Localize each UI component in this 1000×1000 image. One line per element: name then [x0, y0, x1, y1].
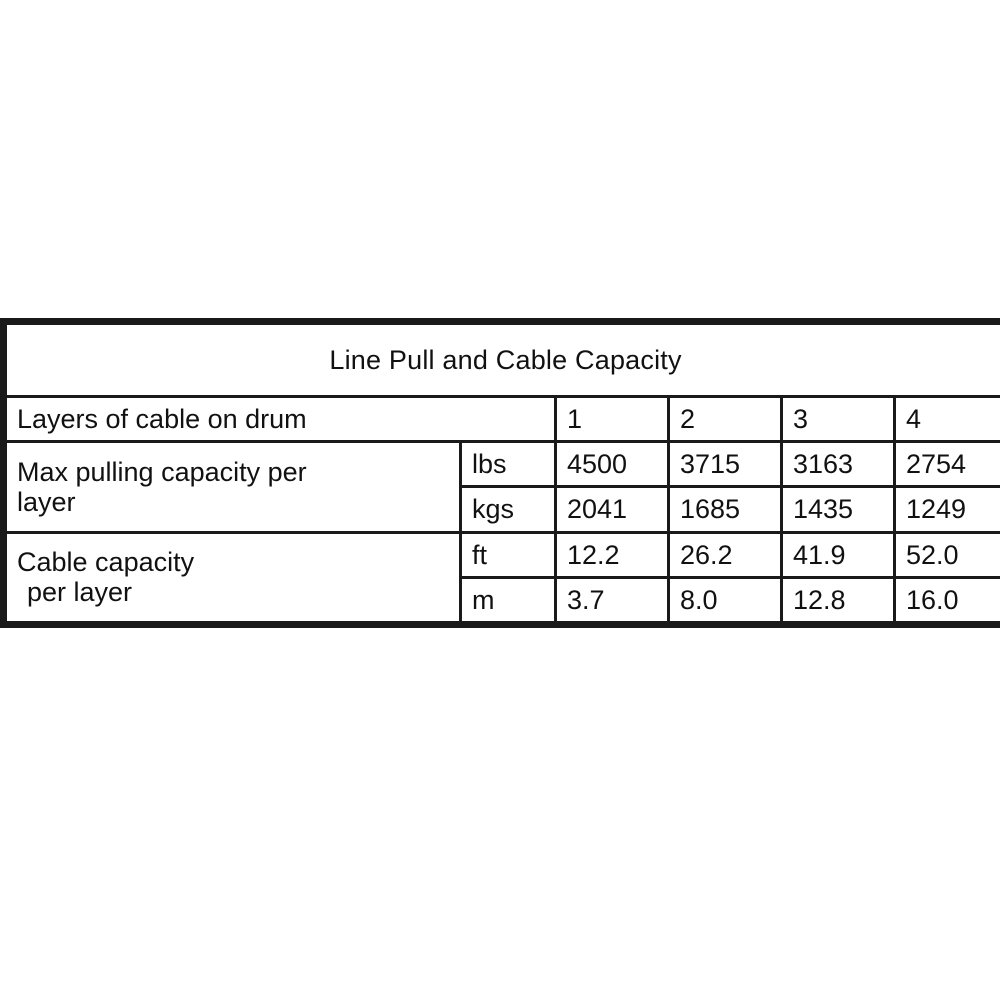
row-label-line1: Max pulling capacity per — [17, 456, 307, 487]
cell-lbs-layer1: 4500 — [556, 442, 669, 487]
row-label-line1: Cable capacity — [17, 547, 195, 578]
row-label-line2: per layer — [27, 577, 133, 608]
cell-kgs-layer2: 1685 — [669, 487, 782, 532]
cell-kgs-layer1: 2041 — [556, 487, 669, 532]
row-label-max-pulling-capacity — [6, 442, 461, 532]
layer-header-1: 1 — [556, 397, 669, 442]
cell-kgs-layer3: 1435 — [782, 487, 895, 532]
unit-label-kgs: kgs — [461, 487, 556, 532]
cell-lbs-layer2: 3715 — [669, 442, 782, 487]
row-label-line2: layer — [17, 486, 76, 517]
table-title-row — [6, 324, 1000, 397]
cell-lbs-layer3: 3163 — [782, 442, 895, 487]
unit-label-lbs: lbs — [461, 442, 556, 487]
cell-m-layer3: 12.8 — [782, 577, 895, 622]
layer-header-4: 4 — [895, 397, 1000, 442]
table-row — [6, 442, 1000, 487]
cell-m-layer1: 3.7 — [556, 577, 669, 622]
cell-m-layer2: 8.0 — [669, 577, 782, 622]
layer-header-2: 2 — [669, 397, 782, 442]
cell-ft-layer3: 41.9 — [782, 532, 895, 577]
table-row-layers — [6, 397, 1000, 442]
layers-label: Layers of cable on drum — [6, 397, 556, 442]
line-pull-and-cable-capacity-table — [4, 322, 1000, 624]
layer-header-3: 3 — [782, 397, 895, 442]
row-label-cable-capacity — [6, 532, 461, 622]
cell-ft-layer4: 52.0 — [895, 532, 1000, 577]
cell-kgs-layer4: 1249 — [895, 487, 1000, 532]
cell-ft-layer1: 12.2 — [556, 532, 669, 577]
unit-label-ft: ft — [461, 532, 556, 577]
cell-ft-layer2: 26.2 — [669, 532, 782, 577]
table-row — [6, 532, 1000, 577]
table-title: Line Pull and Cable Capacity — [6, 324, 1000, 397]
cell-m-layer4: 16.0 — [895, 577, 1000, 622]
spec-table-container — [0, 318, 1000, 628]
unit-label-m: m — [461, 577, 556, 622]
cell-lbs-layer4: 2754 — [895, 442, 1000, 487]
